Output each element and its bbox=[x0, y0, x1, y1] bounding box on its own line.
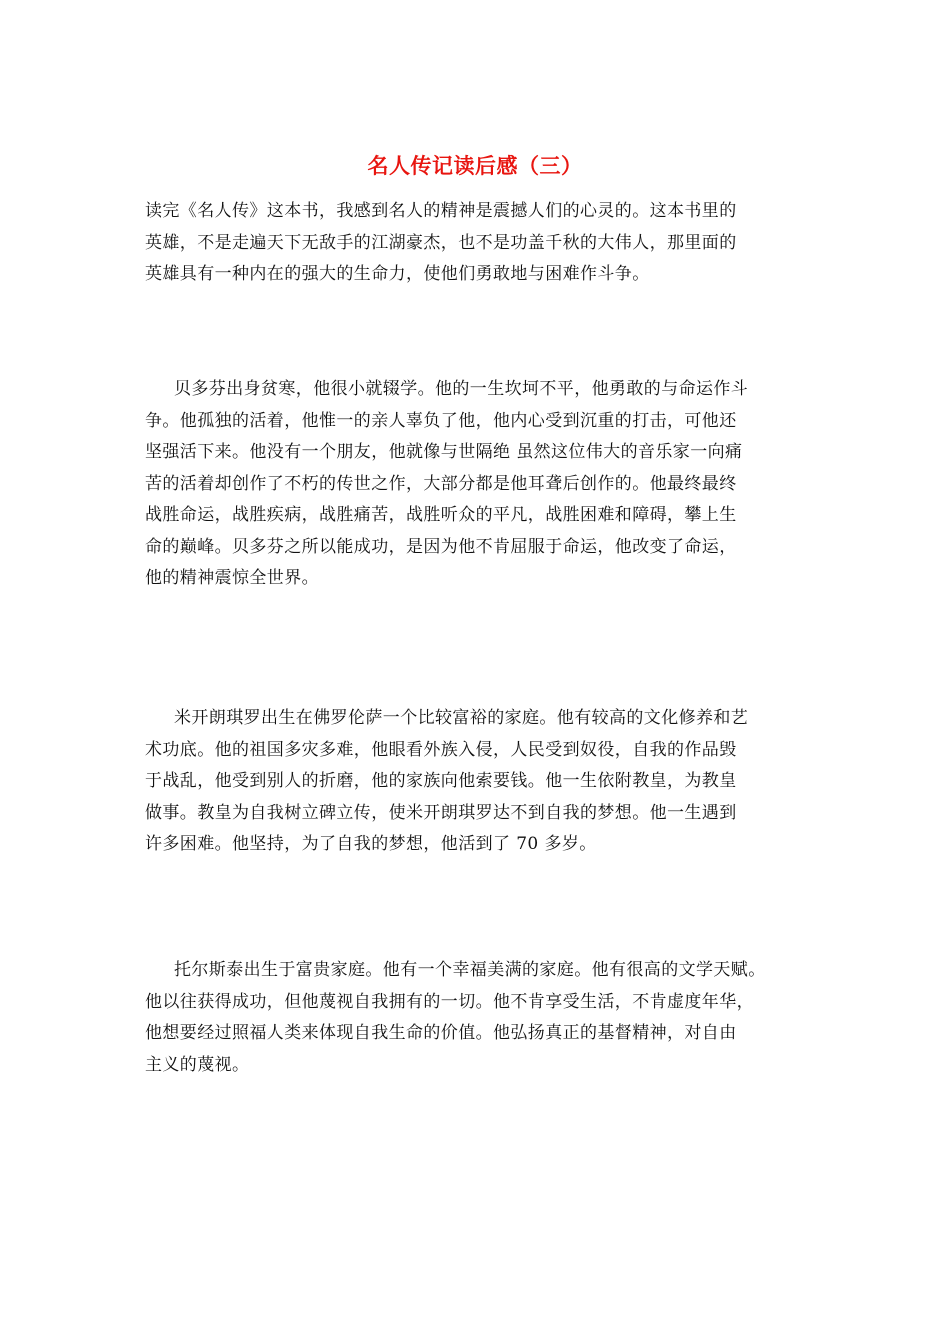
paragraph-michelangelo bbox=[145, 703, 835, 861]
paragraph-line: 于战乱，他受到别人的折磨，他的家族向他索要钱。他一生依附教皇，为教皇 bbox=[145, 771, 737, 791]
paragraph-line: 苦的活着却创作了不朽的传世之作，大部分都是他耳聋后创作的。他最终最终 bbox=[145, 473, 737, 494]
paragraph-line: 他想要经过照福人类来体现自我生命的价值。他弘扬真正的基督精神，对自由 bbox=[145, 1023, 737, 1043]
paragraph-line: 贝多芬出身贫寒，他很小就辍学。他的一生坎坷不平，他勇敢的与命运作斗 bbox=[174, 379, 749, 399]
paragraph-intro bbox=[145, 196, 835, 291]
paragraph-line: 米开朗琪罗出生在佛罗伦萨一个比较富裕的家庭。他有较高的文化修养和艺 bbox=[174, 708, 749, 728]
paragraph-line: 许多困难。他坚持，为了自我的梦想，他活到了 70 多岁。 bbox=[145, 834, 597, 854]
paragraph-line: 他以往获得成功，但他蔑视自我拥有的一切。他不肯享受生活，不肯虚度年华， bbox=[145, 991, 754, 1012]
paragraph-line: 主义的蔑视。 bbox=[145, 1054, 250, 1075]
paragraph-line: 英雄，不是走遍天下无敌手的江湖豪杰，也不是功盖千秋的大伟人，那里面的 bbox=[145, 232, 737, 253]
paragraph-line: 读完《名人传》这本书，我感到名人的精神是震撼人们的心灵的。这本书里的 bbox=[145, 201, 737, 221]
paragraph-line: 托尔斯泰出生于富贵家庭。他有一个幸福美满的家庭。他有很高的文学天赋。 bbox=[174, 960, 766, 980]
paragraph-line: 做事。教皇为自我树立碑立传，使米开朗琪罗达不到自我的梦想。他一生遇到 bbox=[145, 802, 737, 823]
paragraph-line: 战胜命运，战胜疾病，战胜痛苦，战胜听众的平凡，战胜困难和障碍，攀上生 bbox=[145, 505, 737, 525]
paragraph-line: 术功底。他的祖国多灾多难，他眼看外族入侵，人民受到奴役，自我的作品毁 bbox=[145, 739, 737, 760]
paragraph-line: 英雄具有一种内在的强大的生命力，使他们勇敢地与困难作斗争。 bbox=[145, 264, 650, 284]
paragraph-line: 命的巅峰。贝多芬之所以能成功，是因为他不肯屈服于命运，他改变了命运， bbox=[145, 536, 737, 557]
paragraph-line: 争。他孤独的活着，他惟一的亲人辜负了他，他内心受到沉重的打击，可他还 bbox=[145, 410, 737, 431]
paragraph-tolstoy bbox=[145, 955, 835, 1081]
paragraph-line: 坚强活下来。他没有一个朋友，他就像与世隔绝 虽然这位伟大的音乐家一向痛 bbox=[145, 442, 743, 462]
document-title: 名人传记读后感（三） bbox=[367, 153, 583, 178]
paragraph-line: 他的精神震惊全世界。 bbox=[145, 568, 319, 588]
paragraph-beethoven bbox=[145, 374, 835, 595]
